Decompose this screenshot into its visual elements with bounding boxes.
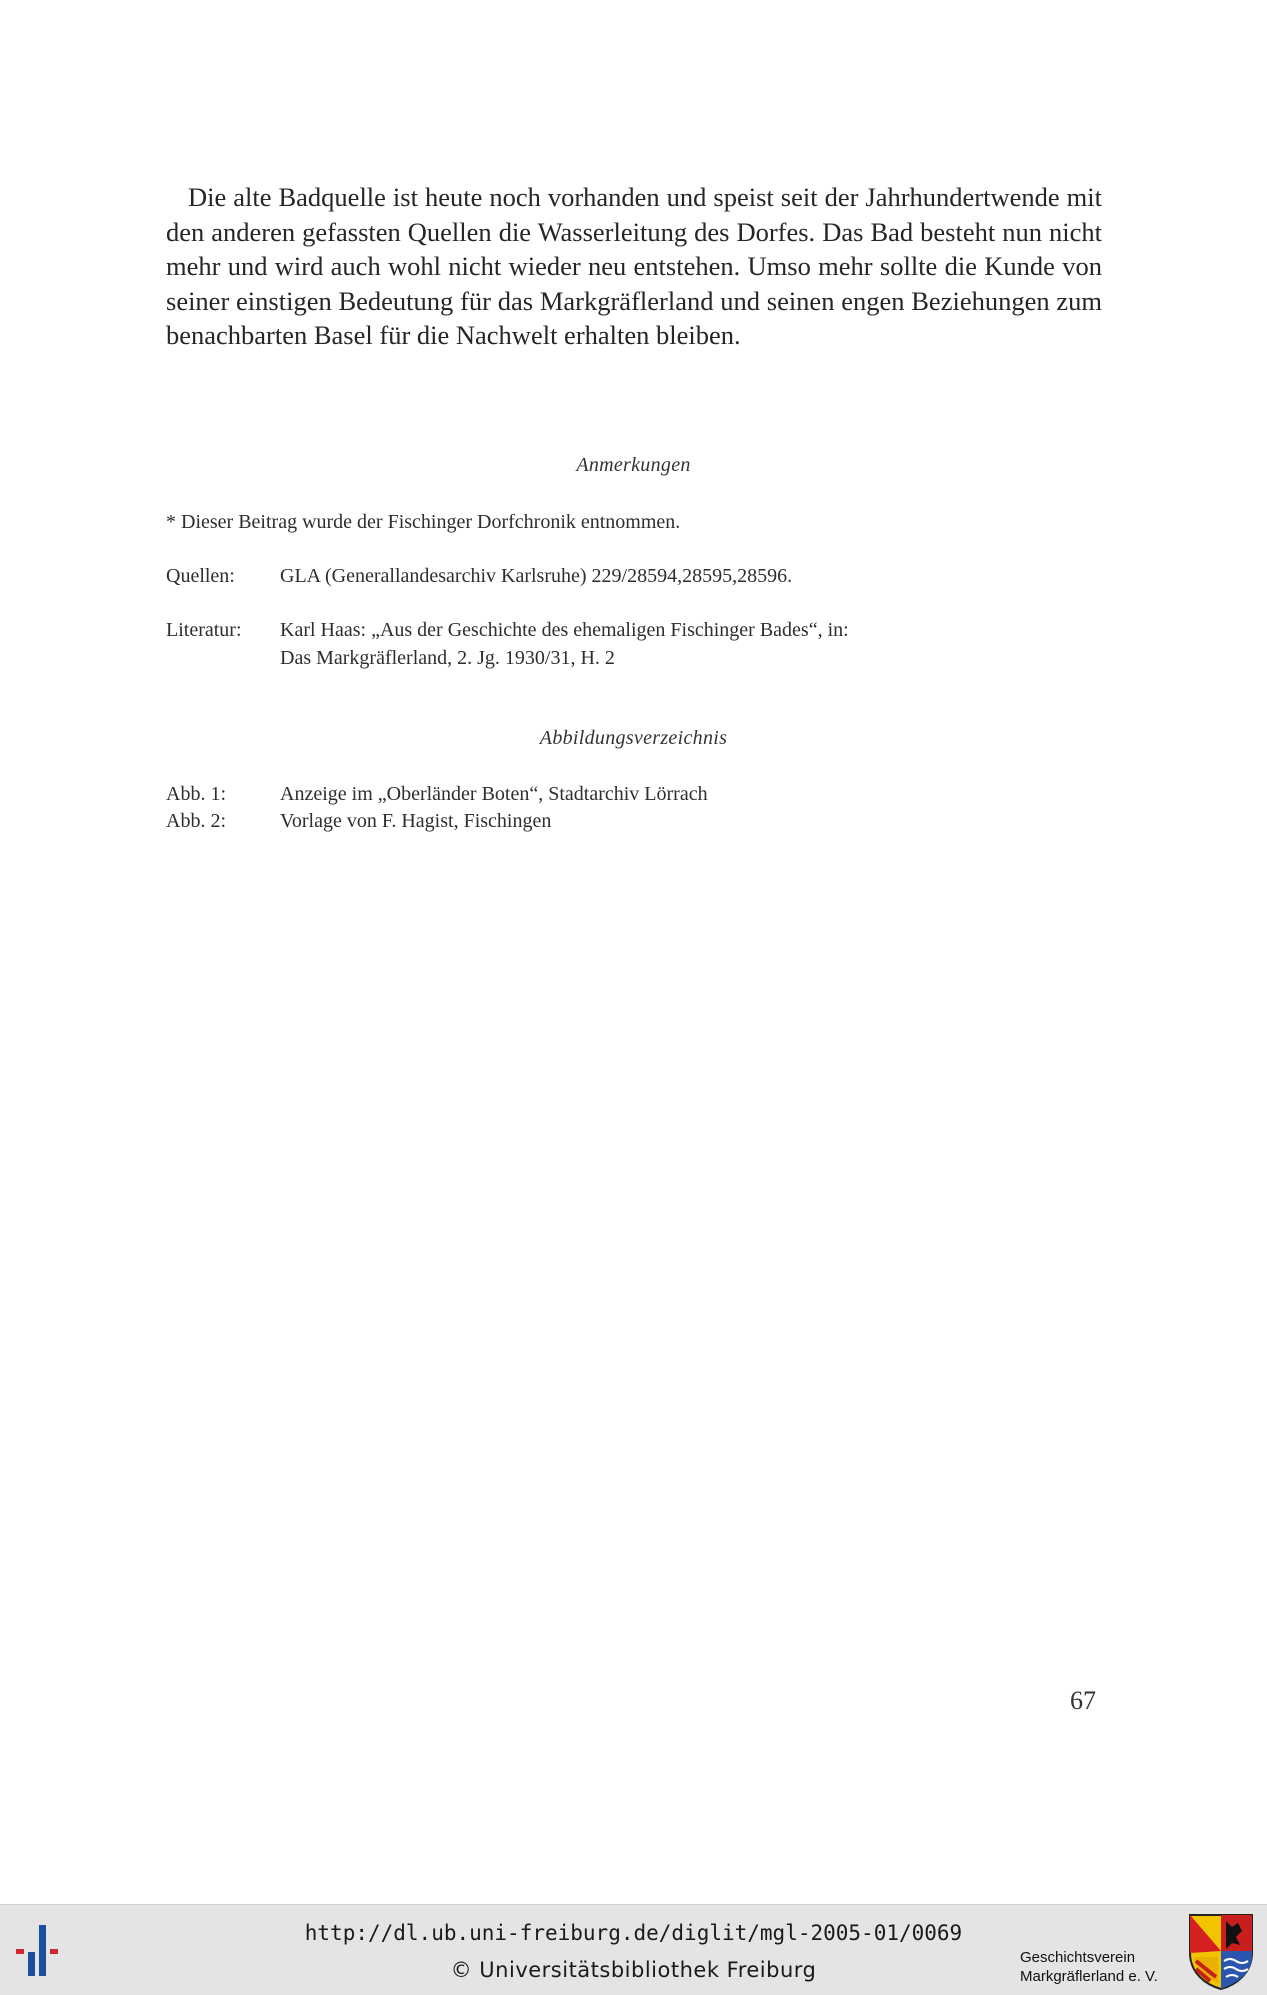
literature-line-2: Das Markgräflerland, 2. Jg. 1930/31, H. 2 <box>280 647 615 669</box>
society-name-line-1: Geschichtsverein <box>1020 1949 1136 1966</box>
document-url-link[interactable]: http://dl.ub.uni-freiburg.de/diglit/mgl-2005-01/0069 <box>304 1921 963 1945</box>
footer-bar <box>0 1904 1267 1995</box>
page-number: 67 <box>1070 1686 1096 1715</box>
literature-label: Literatur: <box>166 619 242 641</box>
footnote: * Dieser Beitrag wurde der Fischinger Dorfchronik entnommen. <box>166 511 681 533</box>
society-name <box>1020 1948 1158 1986</box>
sources-value: GLA (Generallandesarchiv Karlsruhe) 229/28594,28595,28596. <box>280 565 793 587</box>
copyright-notice: © Universitätsbibliothek Freiburg <box>450 1958 817 1982</box>
figure-description: Vorlage von F. Hagist, Fischingen <box>280 810 552 832</box>
body-paragraph-block <box>166 180 1102 353</box>
body-paragraph: Die alte Badquelle ist heute noch vorhanden und speist seit der Jahrhundertwende mit den anderen gefassten Quellen die Wasserleitung des Dorfes. Das Bad besteht nun nicht mehr und wird auch wohl nicht wieder neu entstehen. Umso mehr sollte die Kunde von seiner einstigen Bedeutung für das Markgräflerland und seinen engen Beziehungen zum benachbarten Basel für die Nachwelt erhalten bleiben. <box>166 182 1102 350</box>
sources-label: Quellen: <box>166 565 235 587</box>
figures-heading: Abbildungsverzeichnis <box>539 727 728 749</box>
coat-of-arms-icon <box>1188 1913 1254 1991</box>
figure-label: Abb. 1: <box>166 783 226 805</box>
society-name-line-2: Markgräflerland e. V. <box>1020 1968 1158 1985</box>
literature-line-1: Karl Haas: „Aus der Geschichte des ehemaligen Fischinger Bades“, in: <box>280 619 849 641</box>
figure-label: Abb. 2: <box>166 810 226 832</box>
figure-description: Anzeige im „Oberländer Boten“, Stadtarchiv Lörrach <box>280 783 708 805</box>
notes-heading: Anmerkungen <box>576 454 691 476</box>
